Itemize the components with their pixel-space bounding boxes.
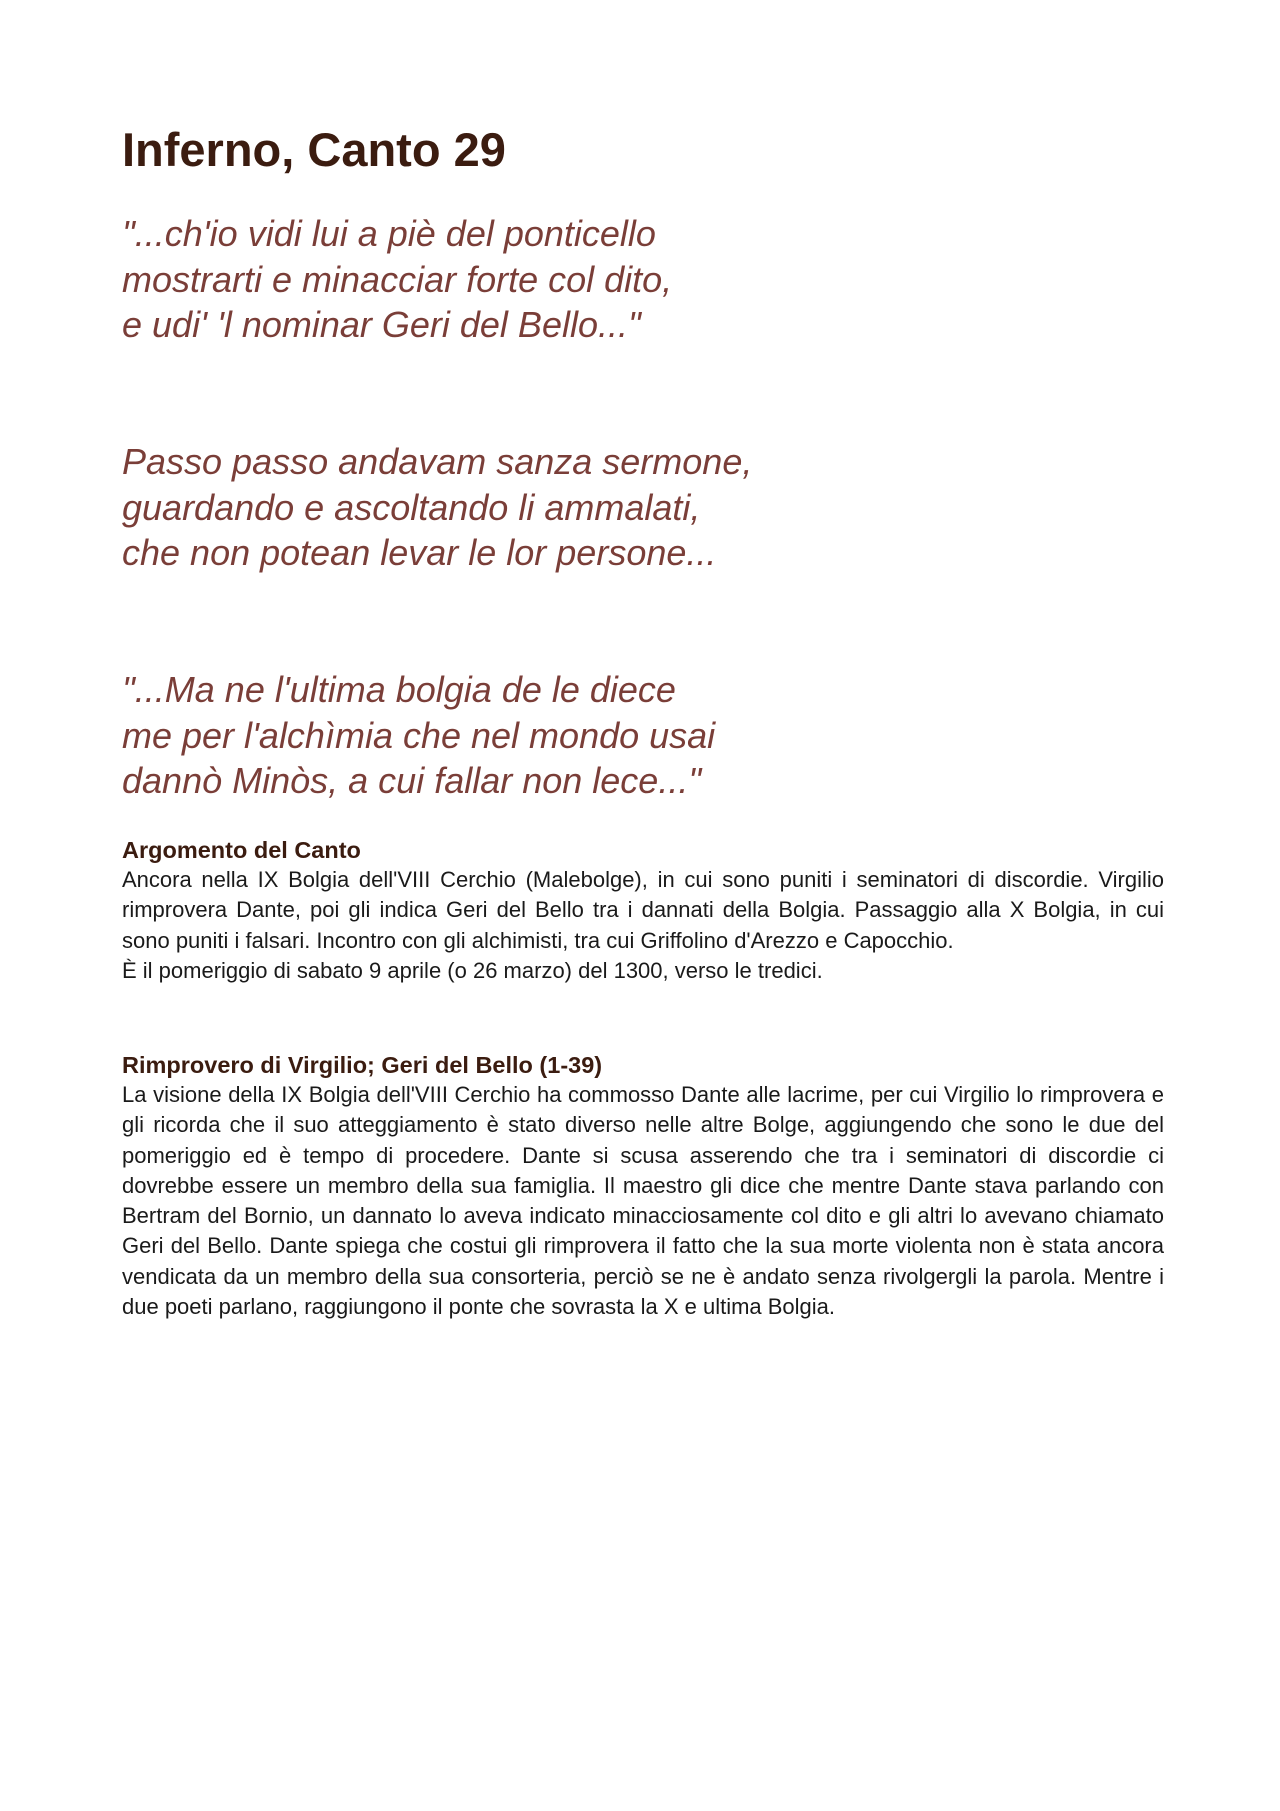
quote-line: mostrarti e minacciar forte col dito,	[122, 258, 673, 300]
section-paragraph: Ancora nella IX Bolgia dell'VIII Cerchio (Malebolge), in cui sono puniti i seminatori di discordie. Virgilio rimprovera Dante, poi gli indica Geri del Bello tra i dannati della Bolgia. Passaggio alla X Bolgia, in cui sono puniti i falsari. Incontro con gli alchimisti, tra cui Griffolino d'Arezzo e Capocchio.	[122, 867, 1164, 953]
quote-line: che non potean levar le lor persone...	[122, 532, 717, 573]
section-heading: Argomento del Canto	[122, 837, 361, 863]
quote-block	[122, 211, 672, 348]
section-heading: Rimprovero di Virgilio; Geri del Bello (1-39)	[122, 1052, 603, 1078]
section-rimprovero	[122, 1050, 1164, 1322]
quote-line: dannò Minòs, a cui fallar non lece..."	[122, 760, 702, 801]
quote-line: "...ch'io vidi lui a piè del ponticello	[122, 213, 656, 254]
quote-line: me per l'alchìmia che nel mondo usai	[122, 714, 716, 756]
section-paragraph: È il pomeriggio di sabato 9 aprile (o 26 marzo) del 1300, verso le tredici.	[122, 957, 823, 983]
quote-line: guardando e ascoltando li ammalati,	[122, 486, 701, 528]
quote-line: Passo passo andavam sanza sermone,	[122, 441, 753, 482]
quote-line: e udi' 'l nominar Geri del Bello..."	[122, 304, 641, 345]
section-paragraph: La visione della IX Bolgia dell'VIII Cerchio ha commosso Dante alle lacrime, per cui Virgilio lo rimprovera e gli ricorda che il suo atteggiamento è stato diverso nelle altre Bolge, aggiungendo che sono le due del pomeriggio ed è tempo di procedere. Dante si scusa asserendo che tra i seminatori di discordie ci dovrebbe essere un membro della sua famiglia. Il maestro gli dice che mentre Dante stava parlando con Bertram del Bornio, un dannato lo aveva indicato minacciosamente col dito e gli altri lo avevano chiamato Geri del Bello. Dante spiega che costui gli rimprovera il fatto che la sua morte violenta non è stata ancora vendicata da un membro della sua consorteria, perciò se ne è andato senza rivolgergli la parola. Mentre i due poeti parlano, raggiungono il ponte che sovrasta la X e ultima Bolgia.	[122, 1082, 1164, 1320]
quote-line: "...Ma ne l'ultima bolgia de le diece	[122, 669, 676, 710]
quote-block	[122, 667, 715, 804]
quote-block	[122, 439, 752, 576]
section-argomento	[122, 835, 1164, 986]
page-title: Inferno, Canto 29	[122, 123, 506, 176]
